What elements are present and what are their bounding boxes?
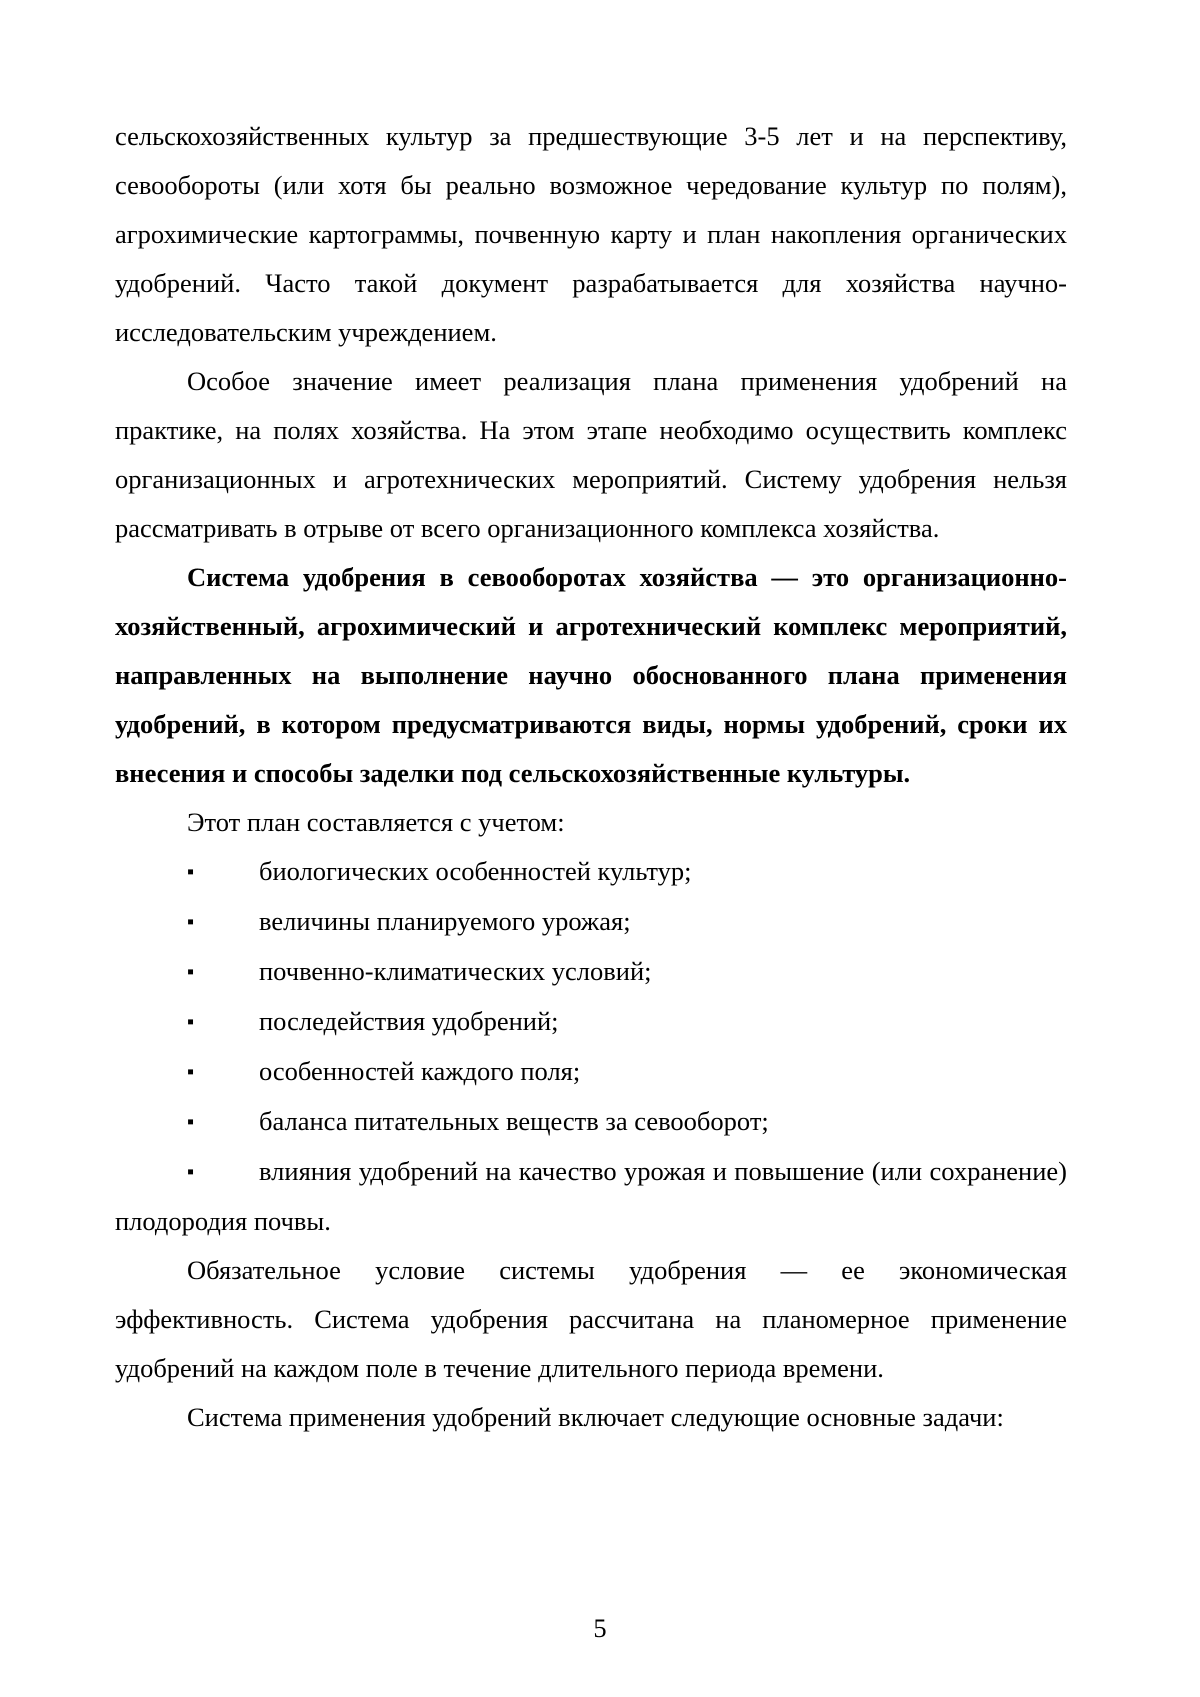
list-item-text: биологических особенностей культур; [259,856,692,886]
paragraph-plan-intro: Этот план составляется с учетом: [187,807,565,837]
bullet-square-icon: ▪ [187,1061,195,1083]
paragraph-definition: Система удобрения в севооборотах хозяйства — это организационно-хозяйственный, агрохимический и агротехнический комплекс мероприятий, направленных на выполнение научно обоснованного плана применения удобрений, в котором предусматриваются виды, нормы удобрений, сроки их внесения и способы заделки под сельскохозяйственные культуры. [115,562,1067,788]
document-body [115,112,1067,1442]
list-item [115,997,1067,1047]
bullet-square-icon: ▪ [187,961,195,983]
list-item-text: последействия удобрений; [259,1006,559,1036]
list-item-text: влияния удобрений на качество урожая и повышение (или сохранение) плодородия почвы. [115,1156,1067,1236]
bullet-square-icon: ▪ [187,1011,195,1033]
list-item [115,1097,1067,1147]
list-item [115,1047,1067,1097]
list-item-text: особенностей каждого поля; [259,1056,581,1086]
list-item [115,947,1067,997]
list-item-text: баланса питательных веществ за севооборот; [259,1106,769,1136]
considerations-list [115,847,1067,1246]
page-number: 5 [593,1613,607,1643]
list-item [115,847,1067,897]
list-item [115,897,1067,947]
paragraph-implementation: Особое значение имеет реализация плана применения удобрений на практике, на полях хозяйства. На этом этапе необходимо осуществить комплекс организационных и агротехнических мероприятий. Систему удобрения нельзя рассматривать в отрыве от всего организационного комплекса хозяйства. [115,366,1067,543]
list-item-text: величины планируемого урожая; [259,906,631,936]
list-item [115,1147,1067,1246]
bullet-square-icon: ▪ [187,1111,195,1133]
bullet-square-icon: ▪ [187,911,195,933]
bullet-square-icon: ▪ [187,861,195,883]
list-item-text: почвенно-климатических условий; [259,956,652,986]
bullet-square-icon: ▪ [187,1161,195,1183]
paragraph-continuation: сельскохозяйственных культур за предшествующие 3-5 лет и на перспективу, севообороты (или хотя бы реально возможное чередование культур по полям), агрохимические картограммы, почвенную карту и план накопления органических удобрений. Часто такой документ разрабатывается для хозяйства научно-исследовательским учреждением. [115,121,1067,347]
paragraph-tasks-intro: Система применения удобрений включает следующие основные задачи: [187,1402,1004,1432]
paragraph-economic-efficiency: Обязательное условие системы удобрения — ее экономическая эффективность. Система удобрения рассчитана на планомерное применение удобрений на каждом поле в течение длительного периода времени. [115,1255,1067,1383]
